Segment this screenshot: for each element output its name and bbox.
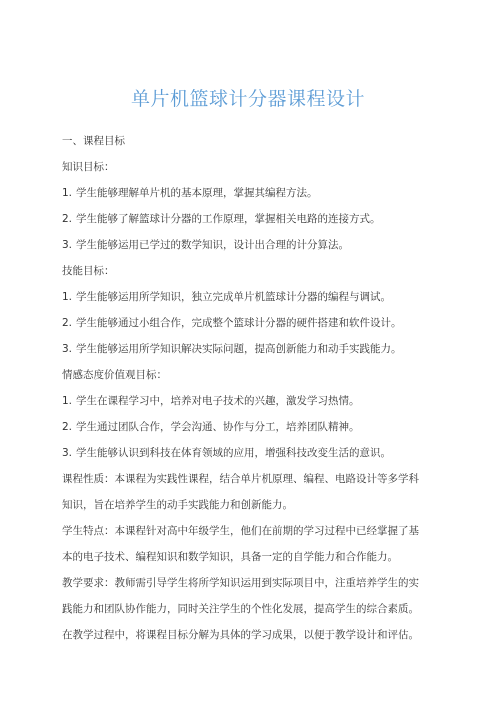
course-nature-paragraph: [62, 466, 442, 518]
list-item-number: 1.: [62, 187, 73, 199]
list-item-text: 学生能够运用已学过的数学知识，设计出合理的计分算法。: [76, 239, 349, 251]
paragraph-line: 课程性质：本课程为实践性课程，结合单片机原理、编程、电路设计等多学科: [62, 473, 419, 485]
list-item: [62, 336, 442, 362]
list-item-text: 学生在课程学习中，培养对电子技术的兴趣，激发学习热情。: [76, 395, 360, 407]
document-body: [62, 128, 442, 648]
list-item: [62, 414, 442, 440]
list-item-number: 3.: [62, 239, 73, 251]
list-item-number: 2.: [62, 421, 73, 433]
section-heading-course-goals: 一、课程目标: [62, 135, 125, 147]
paragraph-line: 知识，旨在培养学生的动手实践能力和创新能力。: [62, 499, 293, 511]
list-item-number: 1.: [62, 395, 73, 407]
teaching-requirements-paragraph: [62, 570, 442, 648]
paragraph-line: 学生特点：本课程针对高中年级学生，他们在前期的学习过程中已经掌握了基: [62, 525, 419, 537]
list-item: [62, 284, 442, 310]
list-item-number: 1.: [62, 291, 73, 303]
paragraph-line: 践能力和团队协作能力，同时关注学生的个性化发展，提高学生的综合素质。: [62, 603, 419, 615]
knowledge-goals-label: 知识目标：: [62, 161, 115, 173]
page-title: 单片机篮球计分器课程设计: [130, 88, 365, 110]
list-item-text: 学生能够运用所学知识，独立完成单片机篮球计分器的编程与调试。: [76, 291, 391, 303]
list-item-text: 学生能够了解篮球计分器的工作原理，掌握相关电路的连接方式。: [76, 213, 381, 225]
list-item-number: 3.: [62, 447, 73, 459]
list-item: [62, 180, 442, 206]
attitude-goals-label: 情感态度价值观目标：: [62, 369, 167, 381]
list-item-number: 3.: [62, 343, 73, 355]
list-item-text: 学生能够通过小组合作，完成整个篮球计分器的硬件搭建和软件设计。: [76, 317, 402, 329]
list-item: [62, 388, 442, 414]
list-item: [62, 206, 442, 232]
skill-goals-label: 技能目标：: [62, 265, 115, 277]
list-item-text: 学生能够运用所学知识解决实际问题，提高创新能力和动手实践能力。: [76, 343, 402, 355]
paragraph-line: 教学要求：教师需引导学生将所学知识运用到实际项目中，注重培养学生的实: [62, 577, 419, 589]
paragraph-line: 在教学过程中，将课程目标分解为具体的学习成果，以便于教学设计和评估。: [62, 629, 419, 641]
list-item-number: 2.: [62, 213, 73, 225]
list-item-text: 学生能够认识到科技在体育领域的应用，增强科技改变生活的意识。: [76, 447, 391, 459]
list-item: [62, 232, 442, 258]
list-item-number: 2.: [62, 317, 73, 329]
student-traits-paragraph: [62, 518, 442, 570]
list-item: [62, 440, 442, 466]
paragraph-line: 本的电子技术、编程知识和数学知识，具备一定的自学能力和合作能力。: [62, 551, 398, 563]
list-item-text: 学生通过团队合作，学会沟通、协作与分工，培养团队精神。: [76, 421, 360, 433]
list-item: [62, 310, 442, 336]
list-item-text: 学生能够理解单片机的基本原理，掌握其编程方法。: [76, 187, 318, 199]
